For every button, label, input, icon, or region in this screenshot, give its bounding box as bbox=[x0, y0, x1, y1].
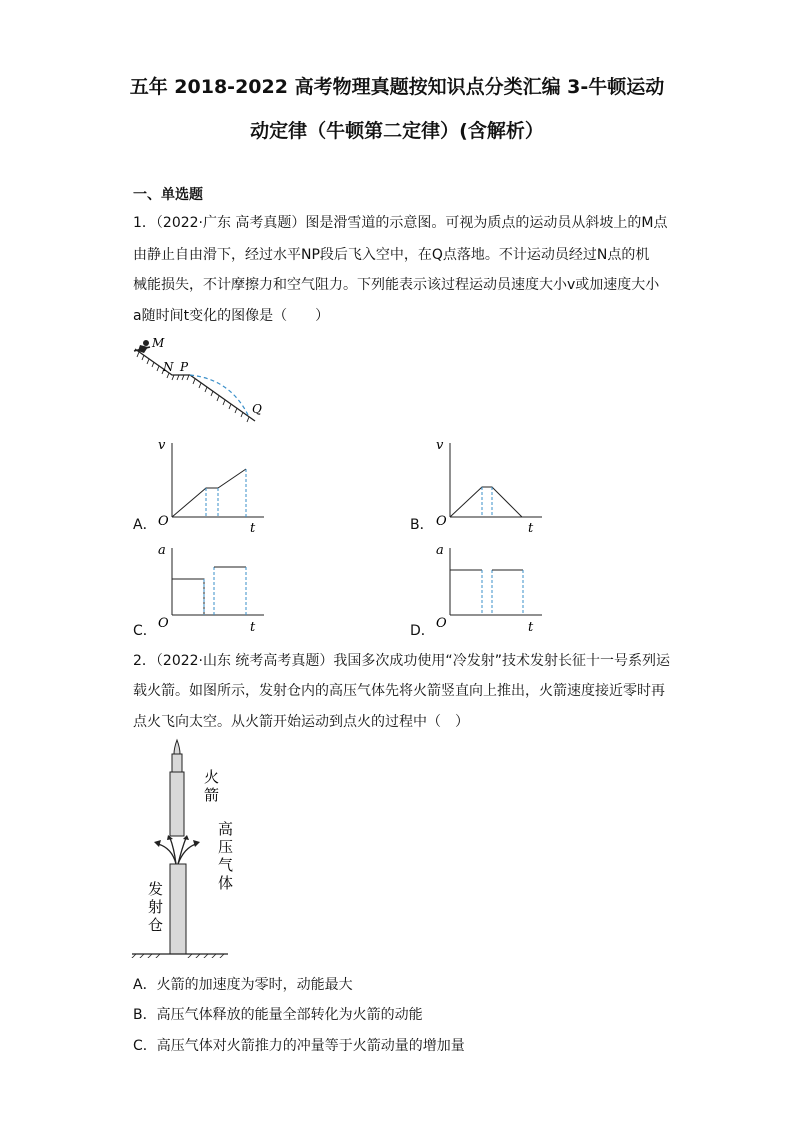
skier-icon bbox=[134, 340, 150, 353]
option-c-label[interactable]: C． bbox=[133, 623, 157, 639]
axis-x-label: t bbox=[250, 620, 256, 635]
q1-line-2: 由静止自由滑下，经过水平NP段后飞入空中，在Q点落地。不计运动员经过N点的机 bbox=[133, 247, 650, 263]
axis-y-label: a bbox=[158, 543, 166, 558]
option-d-graph[interactable] bbox=[430, 540, 550, 640]
q1-line-1: 1．（2022·广东 高考真题）图是滑雪道的示意图。可视为质点的运动员从斜坡上的M点 bbox=[133, 215, 668, 231]
option-b-label[interactable]: B． bbox=[410, 517, 434, 533]
gas-label-1: 高 bbox=[218, 820, 234, 838]
doc-title-line2: 动定律（牛顿第二定律）(含解析） bbox=[250, 120, 544, 142]
section-heading: 一、单选题 bbox=[133, 187, 203, 203]
axis-y-label: a bbox=[436, 543, 444, 558]
option-d-label[interactable]: D． bbox=[410, 623, 435, 639]
rocket-label-2: 箭 bbox=[204, 786, 220, 804]
gas-label-2: 压 bbox=[218, 838, 234, 856]
origin-label: O bbox=[436, 616, 447, 631]
gas-label-4: 体 bbox=[218, 874, 234, 892]
rocket-label-1: 火 bbox=[204, 768, 220, 786]
q1-line-3: 械能损失，不计摩擦力和空气阻力。下列能表示该过程运动员速度大小v或加速度大小 bbox=[133, 277, 660, 293]
q2-option-a[interactable]: A．火箭的加速度为零时，动能最大 bbox=[133, 977, 353, 993]
q2-line-3: 点火飞向太空。从火箭开始运动到点火的过程中（ ） bbox=[133, 714, 469, 730]
option-b-graph[interactable] bbox=[430, 435, 550, 535]
q2-option-c[interactable]: C．高压气体对火箭推力的冲量等于火箭动量的增加量 bbox=[133, 1038, 465, 1054]
q1-line-4: a随时间t变化的图像是（ ） bbox=[133, 308, 330, 324]
label-m: M bbox=[152, 336, 165, 350]
rocket-icon bbox=[170, 740, 184, 836]
axis-y-label: v bbox=[436, 438, 444, 453]
q2-line-2: 载火箭。如图所示，发射仓内的高压气体先将火箭竖直向上推出，火箭速度接近零时再 bbox=[133, 683, 665, 699]
origin-label: O bbox=[436, 514, 447, 529]
q2-option-b[interactable]: B．高压气体释放的能量全部转化为火箭的动能 bbox=[133, 1007, 423, 1023]
option-a-graph[interactable] bbox=[152, 435, 272, 535]
rocket-launch-diagram bbox=[130, 738, 250, 958]
label-n: N bbox=[163, 360, 174, 374]
label-q: Q bbox=[252, 402, 262, 416]
silo-label-1: 发 bbox=[148, 880, 164, 898]
silo-label-2: 射 bbox=[148, 898, 164, 916]
label-p: P bbox=[180, 360, 189, 374]
option-a-label[interactable]: A． bbox=[133, 517, 157, 533]
gas-label-3: 气 bbox=[218, 856, 234, 874]
axis-x-label: t bbox=[528, 521, 534, 535]
axis-x-label: t bbox=[528, 620, 534, 635]
origin-label: O bbox=[158, 514, 169, 529]
option-c-graph[interactable] bbox=[152, 540, 272, 640]
q2-line-1: 2．（2022·山东 统考高考真题）我国多次成功使用“冷发射”技术发射长征十一号系列运 bbox=[133, 653, 670, 669]
axis-y-label: v bbox=[158, 438, 166, 453]
axis-x-label: t bbox=[250, 521, 256, 535]
launch-silo bbox=[170, 864, 186, 954]
silo-label-3: 仓 bbox=[148, 916, 164, 934]
origin-label: O bbox=[158, 616, 169, 631]
doc-title-line1: 五年 2018-2022 高考物理真题按知识点分类汇编 3-牛顿运动 bbox=[129, 76, 665, 98]
ski-slope-diagram bbox=[130, 335, 270, 430]
gas-arrows-icon bbox=[158, 838, 196, 864]
